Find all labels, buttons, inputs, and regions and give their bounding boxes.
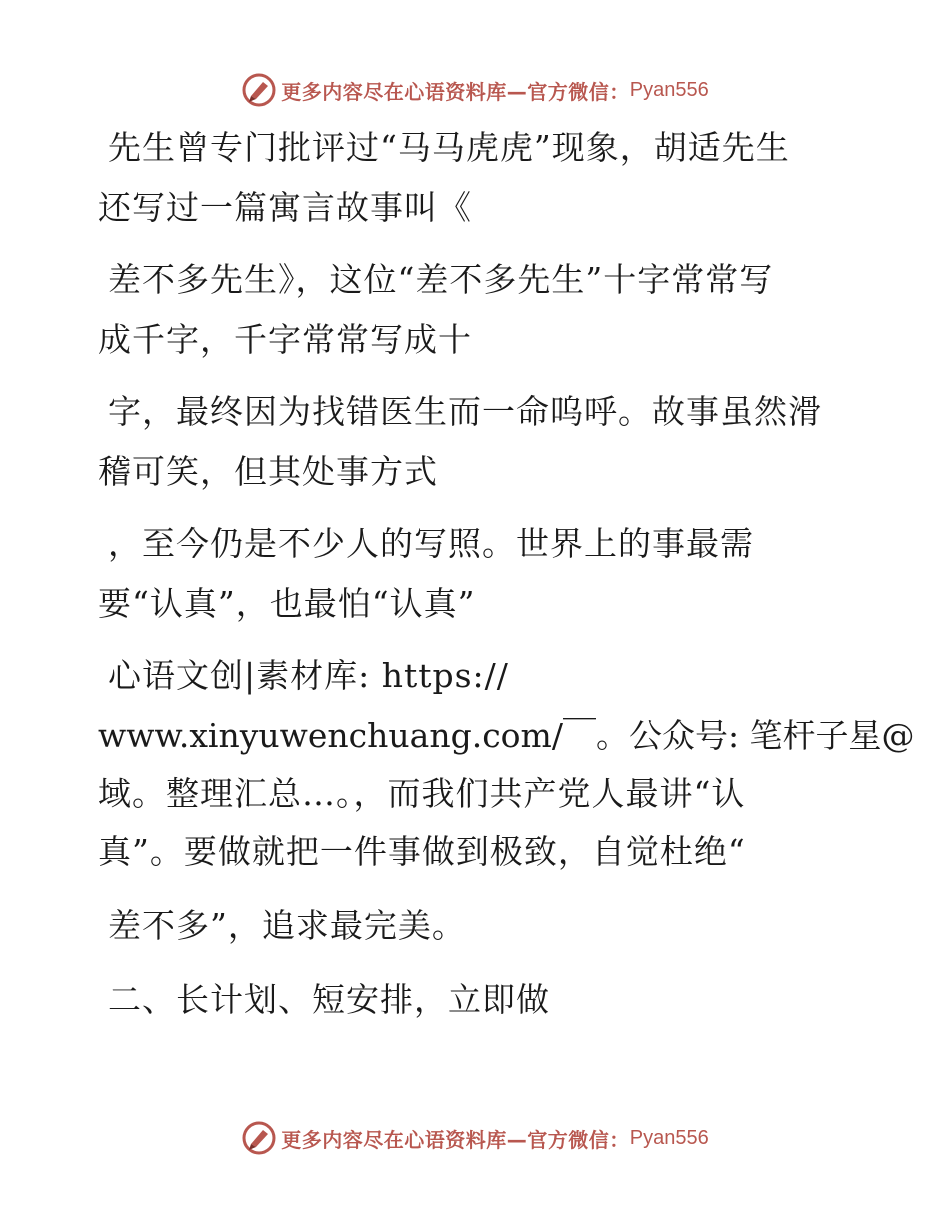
text-line: 心语文创|素材库: https:// (108, 656, 509, 695)
pen-logo-icon (241, 72, 277, 108)
text-line: 真”。要做就把一件事做到极致，自觉杜绝“ (98, 832, 746, 871)
header-banner (0, 70, 950, 110)
text-line: ，至今仍是不少人的写照。世界上的事最需 (108, 524, 754, 563)
text-line: 域。整理汇总…。，而我们共产党人最讲“认 (98, 774, 746, 813)
banner-text: 更多内容尽在心语资料库—官方微信： (281, 1127, 630, 1152)
text-line: 字，最终因为找错医生而一命呜呼。故事虽然滑 (108, 392, 822, 431)
section-heading: 二、长计划、短安排，立即做 (108, 980, 550, 1019)
footer-banner (0, 1118, 950, 1158)
text-line: 差不多”，追求最完美。 (108, 906, 466, 945)
text-line: 差不多先生》，这位“差不多先生”十字常常写 (108, 260, 774, 299)
pen-logo-icon (241, 1120, 277, 1156)
wechat-id: Pyan556 (629, 1126, 709, 1149)
text-line: 先生曾专门批评过“马马虎虎”现象，胡适先生 (108, 128, 790, 167)
text-line: www.xinyuwenchuang.com/￣。公众号: 笔杆子星@ (98, 716, 915, 755)
wechat-id: Pyan556 (629, 78, 709, 101)
banner-text: 更多内容尽在心语资料库—官方微信： (281, 79, 630, 104)
text-line: 成千字，千字常常写成十 (98, 320, 472, 359)
text-line: 要“认真”，也最怕“认真” (98, 584, 476, 623)
text-line: 稽可笑，但其处事方式 (98, 452, 438, 491)
text-line: 还写过一篇寓言故事叫《 (98, 188, 472, 227)
